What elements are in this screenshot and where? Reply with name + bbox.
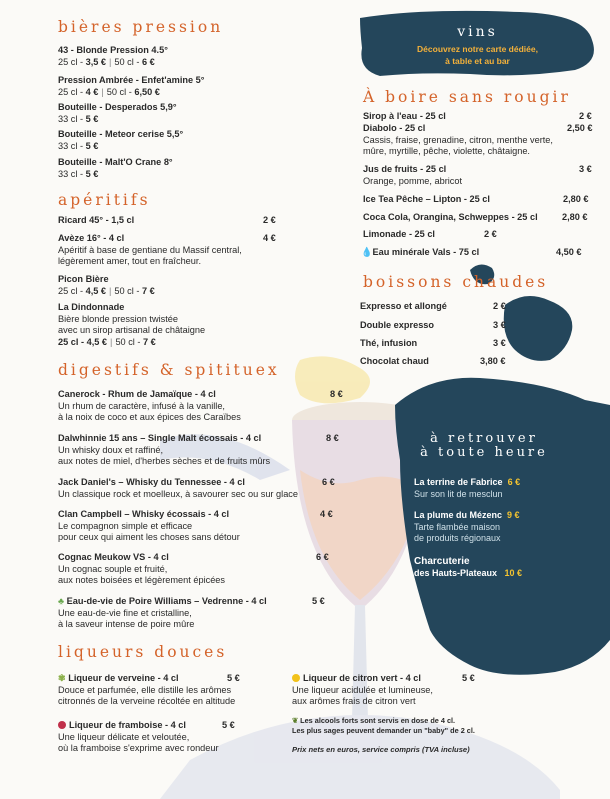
price: 4,50 € — [556, 247, 582, 257]
sansrougir-title: À boire sans rougir — [363, 88, 571, 106]
list-item — [58, 129, 183, 152]
list-item — [58, 433, 348, 468]
item-name: Charcuterie — [414, 556, 470, 567]
bieres-title: bières pression — [58, 18, 224, 36]
price: 3 € — [493, 320, 506, 330]
price: 4 € — [263, 233, 276, 243]
list-item — [58, 389, 348, 424]
item-description: aux notes de miel, d'herbes sèches et de fruits mûrs — [58, 456, 271, 467]
price: 5 € — [227, 673, 240, 683]
item-name: des Hauts-Plateaux — [414, 567, 498, 578]
list-item — [363, 111, 593, 123]
item-name: Diabolo - 25 cl — [363, 123, 426, 133]
size-label: 25 cl - — [58, 336, 87, 347]
retrouver-title: à retrouver — [430, 431, 538, 446]
note-line: Les plus sages peuvent demander un "baby" de 2 cl. — [292, 725, 475, 735]
item-name: Ricard 45° - 1,5 cl — [58, 215, 135, 225]
item-name: Liqueur de citron vert - 4 cl — [303, 673, 421, 683]
item-description: aux arômes frais de citron vert — [292, 696, 416, 707]
size-label: 50 cl - — [114, 285, 142, 296]
vins-subtitle: Découvrez notre carte dédiée, — [417, 44, 538, 54]
list-item — [58, 102, 177, 125]
price: 6 € — [507, 477, 521, 487]
price: 5 € — [312, 596, 325, 606]
item-description: Un classique rock et moelleux, à savourer sec ou sur glace — [58, 488, 299, 499]
vins-box — [365, 24, 590, 67]
item-name: Sirop à l'eau - 25 cl — [363, 111, 446, 121]
item-description: Tarte flambée maison — [414, 521, 501, 532]
price: 3,80 € — [480, 356, 506, 366]
item-description: Un whisky doux et raffiné, — [58, 444, 164, 455]
retrouver-box — [414, 431, 554, 578]
price: 2,80 € — [562, 212, 588, 222]
list-item — [58, 509, 348, 544]
chaudes-title: boissons chaudes — [363, 273, 549, 291]
price: 5 € — [222, 720, 235, 730]
list-item — [363, 229, 593, 241]
legal-note: Prix nets en euros, service compris (TVA incluse) — [292, 745, 470, 754]
list-item — [363, 123, 593, 158]
water-drop-icon: 💧 — [361, 247, 373, 257]
note-line: Les alcools forts sont servis en dose de 4 cl. — [300, 716, 456, 725]
list-item — [414, 477, 520, 500]
item-name: Coca Cola, Orangina, Schweppes - 25 cl — [363, 212, 538, 222]
size-label: 33 cl - — [58, 168, 86, 179]
item-description: mûre, myrtille, pêche, violette, châtaigne. — [363, 146, 530, 157]
item-name: Double expresso — [360, 320, 435, 330]
list-item — [361, 247, 591, 259]
item-name: Expresso et allongé — [360, 301, 447, 311]
item-name: La Dindonnade — [58, 302, 125, 312]
price: 2 € — [493, 301, 506, 311]
price: 8 € — [326, 433, 339, 443]
item-name: Ice Tea Pêche – Lipton - 25 cl — [363, 194, 490, 204]
separator: | — [101, 86, 104, 97]
digestifs-title: digestifs & spitituex — [58, 361, 280, 379]
item-name: Jack Daniel's – Whisky du Tennessee - 4 cl — [58, 477, 245, 487]
alcohol-note — [292, 716, 475, 735]
price: 4,5 € — [86, 336, 108, 347]
item-description: Cassis, fraise, grenadine, citron, menthe verte, — [363, 134, 553, 145]
size-label: 50 cl - — [106, 86, 135, 97]
list-item — [363, 212, 593, 224]
price: 6,50 € — [134, 86, 160, 97]
item-name: Bouteille - Malt'O Crane 8° — [58, 157, 173, 167]
list-item — [58, 720, 288, 755]
separator: | — [109, 56, 112, 67]
item-name: 43 - Blonde Pression 4.5° — [58, 45, 168, 55]
list-item — [58, 477, 348, 500]
list-item — [363, 164, 593, 187]
item-description: Bière blonde pression twistée — [58, 313, 179, 324]
item-name: La terrine de Fabrice — [414, 477, 503, 487]
list-item — [58, 596, 348, 631]
list-item — [360, 338, 520, 350]
list-item — [58, 302, 205, 348]
list-item — [58, 673, 288, 708]
price: 4 € — [320, 509, 333, 519]
price: 5 € — [462, 673, 475, 683]
item-description: Apéritif à base de gentiane du Massif central, — [58, 244, 242, 255]
vins-title: vins — [457, 24, 498, 40]
size-label: 33 cl - — [58, 113, 86, 124]
list-item — [58, 552, 348, 587]
item-description: Une liqueur délicate et veloutée, — [58, 731, 190, 742]
price: 3,5 € — [85, 56, 107, 67]
item-description: avec un sirop artisanal de châtaigne — [58, 325, 206, 336]
item-description: à la noix de coco et aux épices des Caraïbes — [58, 412, 241, 423]
price: 7 € — [141, 285, 155, 296]
item-name: Eau minérale Vals - 75 cl — [372, 247, 480, 257]
item-description: Douce et parfumée, elle distille les arômes — [58, 684, 232, 695]
item-name: Liqueur de verveine - 4 cl — [68, 673, 179, 683]
list-item — [414, 556, 522, 579]
item-name: Canerock - Rhum de Jamaïque - 4 cl — [58, 389, 216, 399]
list-item — [292, 673, 492, 708]
item-description: Un rhum de caractère, infusé à la vanille, — [58, 400, 225, 411]
price: 3 € — [579, 164, 592, 174]
list-item — [360, 320, 520, 332]
item-name: Jus de fruits - 25 cl — [363, 164, 447, 174]
separator: | — [109, 285, 112, 296]
item-name: Picon Bière — [58, 274, 109, 284]
size-label: 25 cl - — [58, 56, 86, 67]
retrouver-title: à toute heure — [420, 445, 548, 460]
size-label: 33 cl - — [58, 140, 86, 151]
list-item — [58, 274, 155, 297]
price: 8 € — [330, 389, 343, 399]
item-description: aux notes boisées et légèrement épicées — [58, 575, 226, 586]
item-name: Eau-de-vie de Poire Williams – Vedrenne - 4 cl — [66, 596, 267, 606]
item-description: Orange, pomme, abricot — [363, 175, 463, 186]
item-description: Une liqueur acidulée et lumineuse, — [292, 684, 433, 695]
size-label: 25 cl - — [58, 285, 86, 296]
item-name: Dalwhinnie 15 ans – Single Malt écossais - 4 cl — [58, 433, 262, 443]
item-name: Bouteille - Desperados 5,9° — [58, 102, 177, 112]
item-name: Chocolat chaud — [360, 356, 429, 366]
item-description: Sur son lit de mesclun — [414, 488, 503, 499]
price: 4 € — [85, 86, 99, 97]
liqueurs-title: liqueurs douces — [58, 643, 228, 661]
lemon-icon — [292, 674, 300, 682]
item-name: Pression Ambrée - Enfet'amine 5° — [58, 75, 205, 85]
item-description: Un cognac souple et fruité, — [58, 563, 168, 574]
pear-icon: ♣ — [58, 596, 65, 606]
size-label: 50 cl - — [115, 336, 144, 347]
item-name: Bouteille - Meteor cerise 5,5° — [58, 129, 184, 139]
item-description: Une eau-de-vie fine et cristalline, — [58, 607, 192, 618]
price: 10 € — [504, 567, 523, 578]
price: 5 € — [85, 140, 99, 151]
list-item — [360, 356, 520, 368]
price: 2 € — [579, 111, 592, 121]
price: 6 € — [322, 477, 335, 487]
list-item — [360, 301, 520, 313]
list-item — [414, 510, 520, 545]
price: 6 € — [316, 552, 329, 562]
item-description: pour ceux qui aiment les choses sans détour — [58, 532, 240, 543]
price: 3 € — [493, 338, 506, 348]
list-item — [58, 45, 168, 68]
list-item — [58, 215, 278, 227]
price: 5 € — [85, 168, 99, 179]
price: 2 € — [263, 215, 276, 225]
list-item — [58, 233, 278, 268]
price: 6 € — [141, 56, 155, 67]
aperitifs-title: apéritifs — [58, 191, 151, 209]
vins-subtitle: à table et au bar — [445, 56, 510, 66]
item-description: où la framboise s'exprime avec rondeur — [58, 743, 219, 754]
list-item — [58, 75, 204, 98]
price: 4,5 € — [85, 285, 107, 296]
price: 5 € — [85, 113, 99, 124]
verveine-icon: ✾ — [58, 673, 66, 683]
item-name: Liqueur de framboise - 4 cl — [69, 720, 186, 730]
leaf-icon: ❦ — [292, 716, 299, 725]
price: 9 € — [507, 510, 520, 520]
raspberry-icon — [58, 721, 66, 729]
item-name: Cognac Meukow VS - 4 cl — [58, 552, 169, 562]
list-item — [58, 157, 173, 180]
size-label: 25 cl - — [58, 86, 86, 97]
item-name: Clan Campbell – Whisky écossais - 4 cl — [58, 509, 230, 519]
item-name: Limonade - 25 cl — [363, 229, 435, 239]
separator: | — [110, 336, 113, 347]
item-description: à la saveur intense de poire mûre — [58, 619, 195, 630]
item-description: citronnés de la verveine récoltée en altitude — [58, 696, 236, 707]
item-name: Thé, infusion — [360, 338, 418, 348]
price: 2 € — [484, 229, 497, 239]
price: 2,80 € — [563, 194, 589, 204]
price: 2,50 € — [567, 123, 593, 133]
item-name: Avèze 16° - 4 cl — [58, 233, 125, 243]
item-description: de produits régionaux — [414, 533, 501, 543]
size-label: 50 cl - — [114, 56, 142, 67]
item-name: La plume du Mézenc — [414, 510, 503, 520]
list-item — [363, 194, 593, 206]
item-description: Le compagnon simple et efficace — [58, 520, 193, 531]
price: 7 € — [143, 336, 156, 347]
item-description: légèrement amer, tout en fraîcheur. — [58, 256, 201, 267]
